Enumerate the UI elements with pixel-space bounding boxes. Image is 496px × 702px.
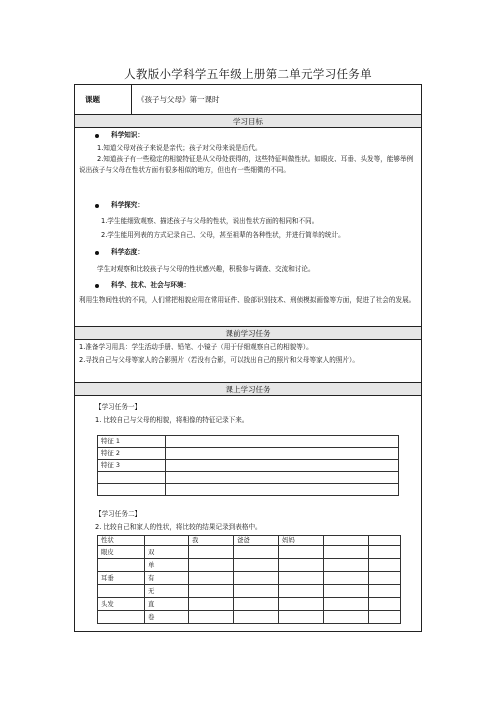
header-cell: 我	[189, 536, 234, 546]
table-row	[98, 546, 401, 559]
trait-cell	[98, 585, 145, 598]
bullet-icon	[95, 134, 99, 138]
table-row	[98, 484, 399, 496]
record-cell[interactable]	[279, 546, 324, 559]
pre-line-2: 2.寻找自己与父母等家人的合影照片（若没有合影，可以找出自己的照片和父母等家人的照片）。	[79, 356, 359, 364]
pre-line-1: 1.准备学习用具：学生活动手册、铅笔、小镜子（用于仔细观察自己的相貌等）。	[79, 343, 313, 351]
variant-cell: 直	[145, 598, 189, 611]
record-cell[interactable]	[234, 611, 279, 624]
sts-title: 科学、技术、社会与环境：	[111, 281, 191, 289]
bullet-icon	[95, 251, 99, 255]
task1-desc: 1. 比较自己与父母的相貌，将相像的特征记录下来。	[95, 416, 249, 424]
pre-heading: 课前学习任务	[225, 329, 271, 338]
record-cell[interactable]	[369, 559, 401, 572]
header-cell	[324, 536, 369, 546]
trait-cell	[98, 611, 145, 624]
header-cell: 性状	[98, 536, 145, 546]
header-cell	[145, 536, 189, 546]
trait-cell: 眼皮	[98, 546, 145, 559]
record-cell[interactable]	[189, 611, 234, 624]
class-heading: 课上学习任务	[225, 385, 271, 394]
record-cell[interactable]	[234, 598, 279, 611]
record-cell[interactable]	[279, 585, 324, 598]
divider	[75, 127, 421, 128]
header-cell	[369, 536, 401, 546]
record-cell[interactable]	[324, 598, 369, 611]
task2-desc: 2. 比较自己和家人的性状，将比较的结果记录到表格中。	[95, 523, 262, 531]
header-cell: 妈妈	[279, 536, 324, 546]
table-row	[98, 585, 401, 598]
knowledge-title: 科学知识：	[111, 131, 144, 139]
trait-cell: 头发	[98, 598, 145, 611]
record-cell[interactable]	[369, 546, 401, 559]
divider	[75, 339, 421, 340]
trait-table	[97, 535, 401, 624]
record-cell[interactable]	[234, 559, 279, 572]
record-cell[interactable]	[234, 572, 279, 585]
subject-value: 《孩子与父母》第一课时	[137, 95, 220, 104]
feature-input-cell[interactable]	[166, 484, 399, 496]
task-sheet	[74, 84, 422, 632]
record-cell[interactable]	[189, 559, 234, 572]
feature-cell: 特征 3	[98, 460, 166, 472]
feature-input-cell[interactable]	[166, 448, 399, 460]
record-cell[interactable]	[324, 572, 369, 585]
table-row	[98, 572, 401, 585]
table-row	[98, 611, 401, 624]
trait-cell	[98, 559, 145, 572]
task1-tag: 【学习任务一】	[95, 403, 142, 411]
table-row	[98, 460, 399, 472]
header-cell: 爸爸	[234, 536, 279, 546]
table-row	[98, 436, 399, 448]
attitude-title: 科学态度：	[111, 248, 144, 256]
divider	[75, 395, 421, 396]
feature-cell	[98, 472, 166, 484]
trait-cell: 耳垂	[98, 572, 145, 585]
table-row	[98, 559, 401, 572]
feature-cell: 特征 2	[98, 448, 166, 460]
record-cell[interactable]	[189, 572, 234, 585]
page-title: 人教版小学科学五年级上册第二单元学习任务单	[124, 67, 372, 81]
record-cell[interactable]	[279, 572, 324, 585]
record-cell[interactable]	[369, 585, 401, 598]
variant-cell: 卷	[145, 611, 189, 624]
record-cell[interactable]	[279, 559, 324, 572]
table-row	[98, 448, 399, 460]
record-cell[interactable]	[369, 611, 401, 624]
inquiry-title: 科学探究：	[111, 201, 144, 209]
variant-cell: 双	[145, 546, 189, 559]
bullet-icon	[95, 284, 99, 288]
record-cell[interactable]	[279, 611, 324, 624]
feature-table	[97, 435, 399, 496]
record-cell[interactable]	[324, 585, 369, 598]
attitude-1: 学生对观察和比较孩子与父母的性状感兴趣，积极参与调查、交流和讨论。	[97, 265, 315, 273]
inquiry-2: 2.学生能用列表的方式记录自己、父母，甚至祖辈的各种性状，并进行简单的统计。	[101, 231, 345, 239]
feature-input-cell[interactable]	[166, 460, 399, 472]
bullet-icon	[95, 204, 99, 208]
feature-input-cell[interactable]	[166, 436, 399, 448]
goals-heading: 学习目标	[233, 117, 263, 126]
record-cell[interactable]	[189, 546, 234, 559]
knowledge-1: 1.知道父母对孩子来说是亲代；孩子对父母来说是后代。	[97, 144, 262, 152]
record-cell[interactable]	[369, 572, 401, 585]
subject-label: 课题	[85, 95, 100, 104]
inquiry-1: 1.学生能细致观察、描述孩子与父母的性状，说出性状方面的相同和不同。	[101, 217, 319, 225]
table-row	[98, 598, 401, 611]
record-cell[interactable]	[324, 611, 369, 624]
record-cell[interactable]	[234, 585, 279, 598]
record-cell[interactable]	[234, 546, 279, 559]
record-cell[interactable]	[369, 598, 401, 611]
table-row	[98, 472, 399, 484]
record-cell[interactable]	[279, 598, 324, 611]
feature-input-cell[interactable]	[166, 472, 399, 484]
feature-cell	[98, 484, 166, 496]
record-cell[interactable]	[189, 598, 234, 611]
header-divider	[131, 85, 132, 114]
knowledge-2: 2.知道孩子有一些稳定的相貌特征是从父母处获得的，这些特征叫做性状。如眼皮、耳垂、头发等，能够举例说出孩子与父母在性状方面有很多相似的地方，但也有一些细微的不同。	[79, 155, 414, 174]
task2-tag: 【学习任务二】	[95, 510, 142, 518]
variant-cell: 无	[145, 585, 189, 598]
record-cell[interactable]	[324, 559, 369, 572]
variant-cell: 单	[145, 559, 189, 572]
sts-1: 利用生物间性状的不同，人们常把相貌应用在常用证件、脸部识别技术、刑侦模拟画像等方面，促进了社会的发展。	[79, 296, 416, 304]
variant-cell: 有	[145, 572, 189, 585]
feature-cell: 特征 1	[98, 436, 166, 448]
record-cell[interactable]	[189, 585, 234, 598]
record-cell[interactable]	[324, 546, 369, 559]
table-row	[98, 536, 401, 546]
